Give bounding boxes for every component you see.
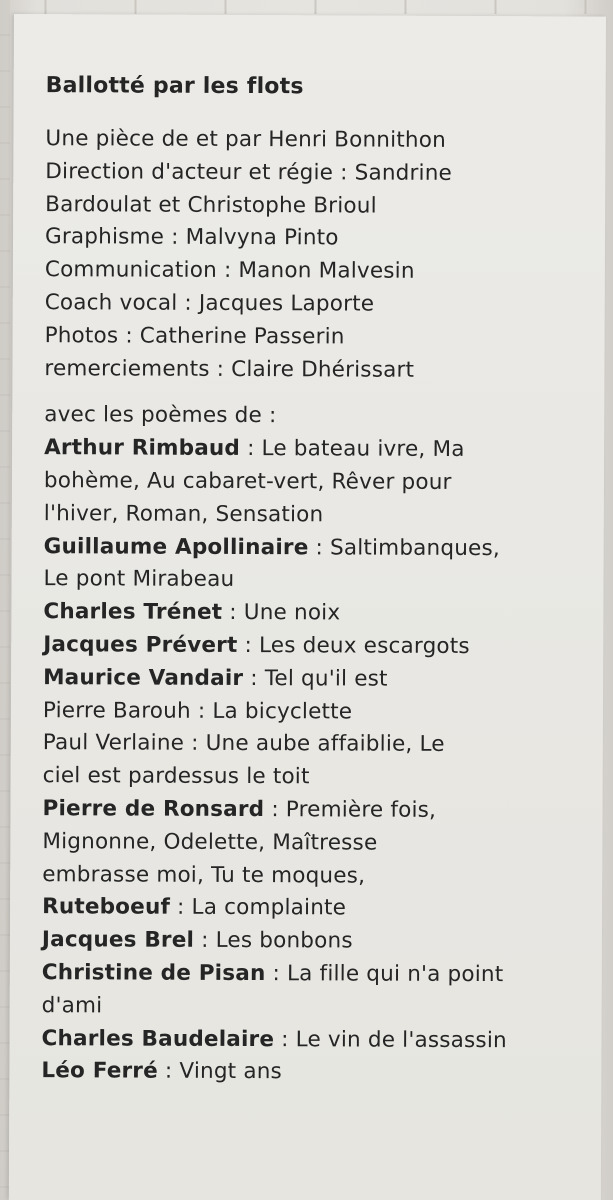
poem-titles: : Le bateau ivre, Ma [240, 436, 465, 463]
poem-author: Pierre Barouh [42, 697, 191, 724]
credit-line: Graphisme : Malvyna Pinto [44, 224, 339, 251]
credit-line: Coach vocal : Jacques Laporte [44, 290, 375, 317]
poem-entry-line [43, 727, 583, 762]
poem-titles-continued: bohème, Au cabaret-vert, Rêver pour [43, 468, 452, 495]
credit-line: Bardoulat et Christophe Brioul [45, 191, 377, 219]
poem-entry-line [43, 629, 583, 664]
poem-titles: : Première fois, [264, 797, 437, 823]
paper-sheet [9, 14, 606, 1200]
poems-list [41, 432, 584, 1090]
poem-author: Guillaume Apollinaire [43, 533, 309, 560]
poem-author: Christine de Pisan [41, 960, 266, 987]
poem-titles: : La fille qui n'a point [265, 961, 504, 988]
poem-titles-continued: embrasse moi, Tu te moques, [42, 861, 366, 889]
poem-entry-line [42, 793, 582, 828]
poem-author: Arthur Rimbaud [44, 435, 241, 462]
poem-author: Ruteboeuf [42, 894, 171, 921]
poems-intro: avec les poèmes de : [44, 402, 277, 429]
poem-entry-line [44, 432, 584, 467]
credit-line: Une pièce de et par Henri Bonnithon [45, 126, 447, 153]
poem-titles-continued: ciel est pardessus le toit [42, 763, 310, 790]
poem-titles: : La bicyclette [190, 698, 353, 725]
poem-entry-line [44, 531, 584, 566]
poem-titles: : Le vin de l'assassin [274, 1026, 507, 1053]
poem-author: Charles Trénet [43, 599, 223, 626]
document-content [41, 69, 585, 1090]
page-stack-edge [0, 0, 10, 1200]
credit-line: Direction d'acteur et régie : Sandrine [45, 158, 453, 186]
document-title: Ballotté par les flots [45, 73, 304, 100]
poem-author: Jacques Prévert [43, 632, 238, 658]
credit-line: Communication : Manon Malvesin [44, 257, 415, 284]
poem-titles: : Une aube affaiblie, Le [184, 731, 445, 758]
poem-entry-line [43, 596, 583, 631]
credits-block [44, 123, 585, 388]
poem-author: Charles Baudelaire [41, 1025, 275, 1052]
poem-titles-continued: Le pont Mirabeau [43, 566, 235, 593]
poem-entry-line [42, 891, 582, 926]
poem-titles: : Tel qu'il est [243, 665, 388, 692]
poem-titles: : Vingt ans [157, 1058, 283, 1085]
poem-titles-continued: d'ami [41, 992, 103, 1019]
poem-entry-line [42, 957, 582, 992]
poem-titles-continued: Mignonne, Odelette, Maîtresse [42, 828, 378, 856]
poem-titles-continued: l'hiver, Roman, Sensation [43, 500, 324, 528]
poem-entry-line [43, 695, 583, 730]
credit-line: Photos : Catherine Passerin [44, 322, 345, 350]
poem-author: Paul Verlaine [42, 730, 185, 757]
poem-author: Maurice Vandair [43, 664, 244, 691]
binding-edge [0, 0, 613, 14]
poem-titles: : Les deux escargots [237, 632, 470, 659]
poem-author: Léo Ferré [41, 1058, 158, 1084]
poem-entry-line [42, 924, 582, 959]
poem-titles: : Saltimbanques, [308, 534, 501, 561]
poem-entry-line [41, 1055, 581, 1090]
poem-entry-line [41, 1023, 581, 1058]
poem-entry-line [43, 662, 583, 697]
poem-titles: : La complainte [169, 895, 347, 921]
poem-author: Pierre de Ronsard [42, 796, 265, 823]
poem-author: Jacques Brel [41, 927, 195, 953]
credit-line: remerciements : Claire Dhérissart [44, 355, 415, 383]
poem-titles: : Les bonbons [194, 927, 353, 954]
poem-titles: : Une noix [222, 600, 341, 626]
